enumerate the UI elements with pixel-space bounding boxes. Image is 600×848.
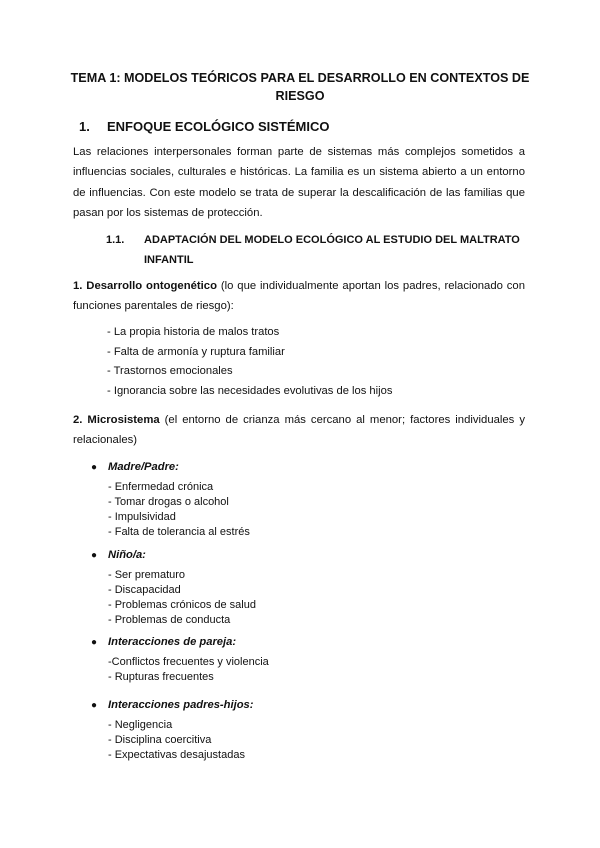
list-item: - Rupturas frecuentes (108, 671, 214, 683)
list-item: - Falta de tolerancia al estrés (108, 526, 250, 538)
category-heading (91, 699, 253, 711)
bullet-icon: ● (91, 462, 98, 473)
bullet-icon: ● (91, 700, 98, 711)
list-item: - Trastornos emocionales (107, 365, 233, 378)
subsection-heading (106, 230, 525, 270)
list-item: - Expectativas desajustadas (108, 749, 245, 761)
list-item: - Ser prematuro (108, 569, 186, 581)
list-item: - Impulsividad (108, 511, 176, 523)
ontogenetic-paragraph (73, 276, 525, 317)
subsection-title: ADAPTACIÓN DEL MODELO ECOLÓGICO AL ESTUDIO DEL MALTRATO INFANTIL (144, 234, 520, 266)
ontogenetic-label: 1. Desarrollo ontogenético (73, 280, 217, 292)
ontogenetic-description: (lo que individualmente aportan los padres, relacionado con funciones parentales de riesgo): (73, 280, 526, 313)
category-label: Madre/Padre: (108, 461, 179, 473)
list-item: - La propia historia de malos tratos (107, 326, 280, 338)
microsystem-paragraph (73, 410, 525, 451)
section-title: ENFOQUE ECOLÓGICO SISTÉMICO (107, 119, 330, 134)
category-heading (91, 549, 146, 561)
list-item: - Problemas crónicos de salud (108, 599, 256, 611)
section-heading-1 (79, 119, 329, 134)
category-heading (91, 636, 236, 648)
list-item: - Enfermedad crónica (108, 481, 214, 493)
bullet-icon: ● (91, 637, 98, 648)
section-paragraph: Las relaciones interpersonales forman parte de sistemas más complejos sometidos a influencias sociales, culturales e históricas. La familia es un sistema abierto a un entorno de influencias. Con este modelo se trata de superar la descalificación de las familias que pasan por los sistemas de protección. (73, 146, 525, 219)
list-item: - Tomar drogas o alcohol (108, 496, 229, 508)
list-item: - Disciplina coercitiva (108, 734, 212, 746)
list-item: - Discapacidad (108, 584, 181, 596)
list-item: - Negligencia (108, 719, 173, 731)
category-label: Interacciones de pareja: (108, 636, 237, 648)
category-list (108, 568, 256, 628)
microsystem-label: 2. Microsistema (73, 414, 160, 426)
list-item: -Conflictos frecuentes y violencia (108, 656, 269, 668)
ontogenetic-list (107, 323, 392, 401)
microsystem-description: (el entorno de crianza más cercano al menor; factores individuales y relacionales) (73, 414, 525, 447)
section-number: 1. (79, 119, 90, 134)
category-heading (91, 461, 179, 473)
document-title: TEMA 1: MODELOS TEÓRICOS PARA EL DESARROLLO EN CONTEXTOS DE RIESGO (70, 71, 530, 103)
list-item: - Problemas de conducta (108, 614, 231, 626)
category-list (108, 718, 245, 763)
category-list (108, 655, 269, 685)
category-label: Niño/a: (108, 549, 146, 561)
list-item: - Falta de armonía y ruptura familiar (107, 345, 285, 358)
bullet-icon: ● (91, 550, 98, 561)
category-list (108, 480, 250, 540)
subsection-number: 1.1. (106, 234, 125, 246)
category-label: Interacciones padres-hijos: (108, 699, 254, 711)
list-item: - Ignorancia sobre las necesidades evolutivas de los hijos (107, 384, 393, 397)
